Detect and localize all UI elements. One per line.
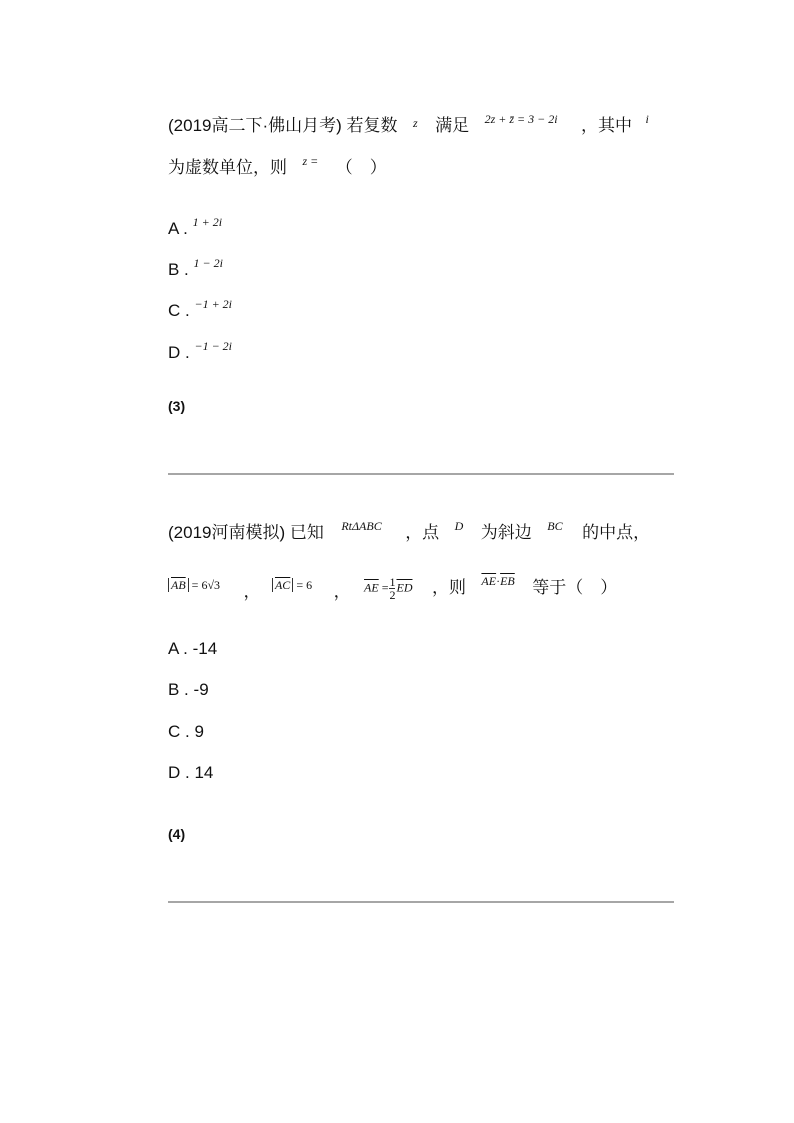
answer-paren: （ ） xyxy=(335,158,387,177)
question-text: 的中点， xyxy=(582,523,651,542)
option-label: B . xyxy=(168,680,189,699)
question-text: ，则 xyxy=(431,578,466,597)
question-text: ，其中 xyxy=(581,116,633,135)
vector-eb: $\overline{EB}$ xyxy=(500,574,515,588)
option-value: 14 xyxy=(194,763,214,782)
option-math: −1 + 2i xyxy=(194,297,232,311)
equals: = xyxy=(381,580,389,594)
ac-value: = 6 xyxy=(296,578,313,592)
question-2-line-2 xyxy=(168,150,387,179)
math-d: D xyxy=(454,519,464,533)
dot-operator: · xyxy=(496,574,501,588)
fraction-half xyxy=(389,576,395,601)
option-label: D . xyxy=(168,343,190,362)
comma: ， xyxy=(333,582,351,601)
answer-paren: 等于（ ） xyxy=(532,578,618,597)
question-text: 为虚数单位，则 xyxy=(168,158,287,177)
option-c[interactable] xyxy=(168,293,232,322)
math-ac-magnitude xyxy=(272,574,312,596)
option-b[interactable] xyxy=(168,252,223,281)
fraction-numerator: 1 xyxy=(389,574,396,589)
option-label: B . xyxy=(168,260,189,279)
math-triangle: RtΔABC xyxy=(341,519,382,533)
math-dot-product xyxy=(481,570,514,592)
ab-value: = 6√3 xyxy=(191,578,221,592)
fraction-denominator: 2 xyxy=(389,587,396,602)
option-c[interactable] xyxy=(168,721,204,743)
option-math: −1 − 2i xyxy=(194,339,232,353)
option-math: 1 + 2i xyxy=(192,215,223,229)
question-source: (2019高二下·佛山月考) 若复数 xyxy=(168,116,398,135)
question-2-line-1 xyxy=(168,108,649,137)
option-d[interactable] xyxy=(168,762,213,784)
option-label: C . xyxy=(168,722,190,741)
divider xyxy=(168,901,674,903)
math-i: i xyxy=(645,112,649,126)
comma: ， xyxy=(243,582,261,601)
option-value: -14 xyxy=(192,639,218,658)
option-label: A . xyxy=(168,219,188,238)
equation: 2z + z̄ = 3 − 2i xyxy=(484,112,558,126)
vector-ae: $\overline{AE}$ xyxy=(364,580,379,594)
vector-ae: $\overline{AE}$ xyxy=(481,574,497,588)
question-number: (3) xyxy=(168,398,186,414)
divider xyxy=(168,473,674,475)
vector-ed: $\overline{ED}$ xyxy=(396,580,413,594)
math-ae-relation xyxy=(364,576,412,601)
math-ab-magnitude xyxy=(168,574,220,596)
option-a[interactable] xyxy=(168,211,222,240)
question-text: 满足 xyxy=(435,116,470,135)
option-math: 1 − 2i xyxy=(193,256,223,270)
question-text: ，点 xyxy=(405,523,440,542)
option-label: A . xyxy=(168,639,188,658)
question-number: (4) xyxy=(168,826,186,842)
option-value: -9 xyxy=(193,680,209,699)
math-z: z xyxy=(413,116,418,130)
vector-ab: $\overline{AB}$ xyxy=(171,578,186,592)
vector-ac: $\overline{AC}$ xyxy=(274,578,291,592)
option-label: C . xyxy=(168,301,190,320)
question-text: 为斜边 xyxy=(480,523,532,542)
option-b[interactable] xyxy=(168,679,209,701)
math-z-eq: z = xyxy=(302,154,319,168)
question-source: (2019河南模拟) 已知 xyxy=(168,523,324,542)
question-3-line-1 xyxy=(168,515,650,544)
option-a[interactable] xyxy=(168,638,217,660)
option-label: D . xyxy=(168,763,190,782)
question-3-line-2 xyxy=(168,570,617,603)
option-value: 9 xyxy=(194,722,204,741)
math-bc: BC xyxy=(547,519,563,533)
option-d[interactable] xyxy=(168,335,232,364)
